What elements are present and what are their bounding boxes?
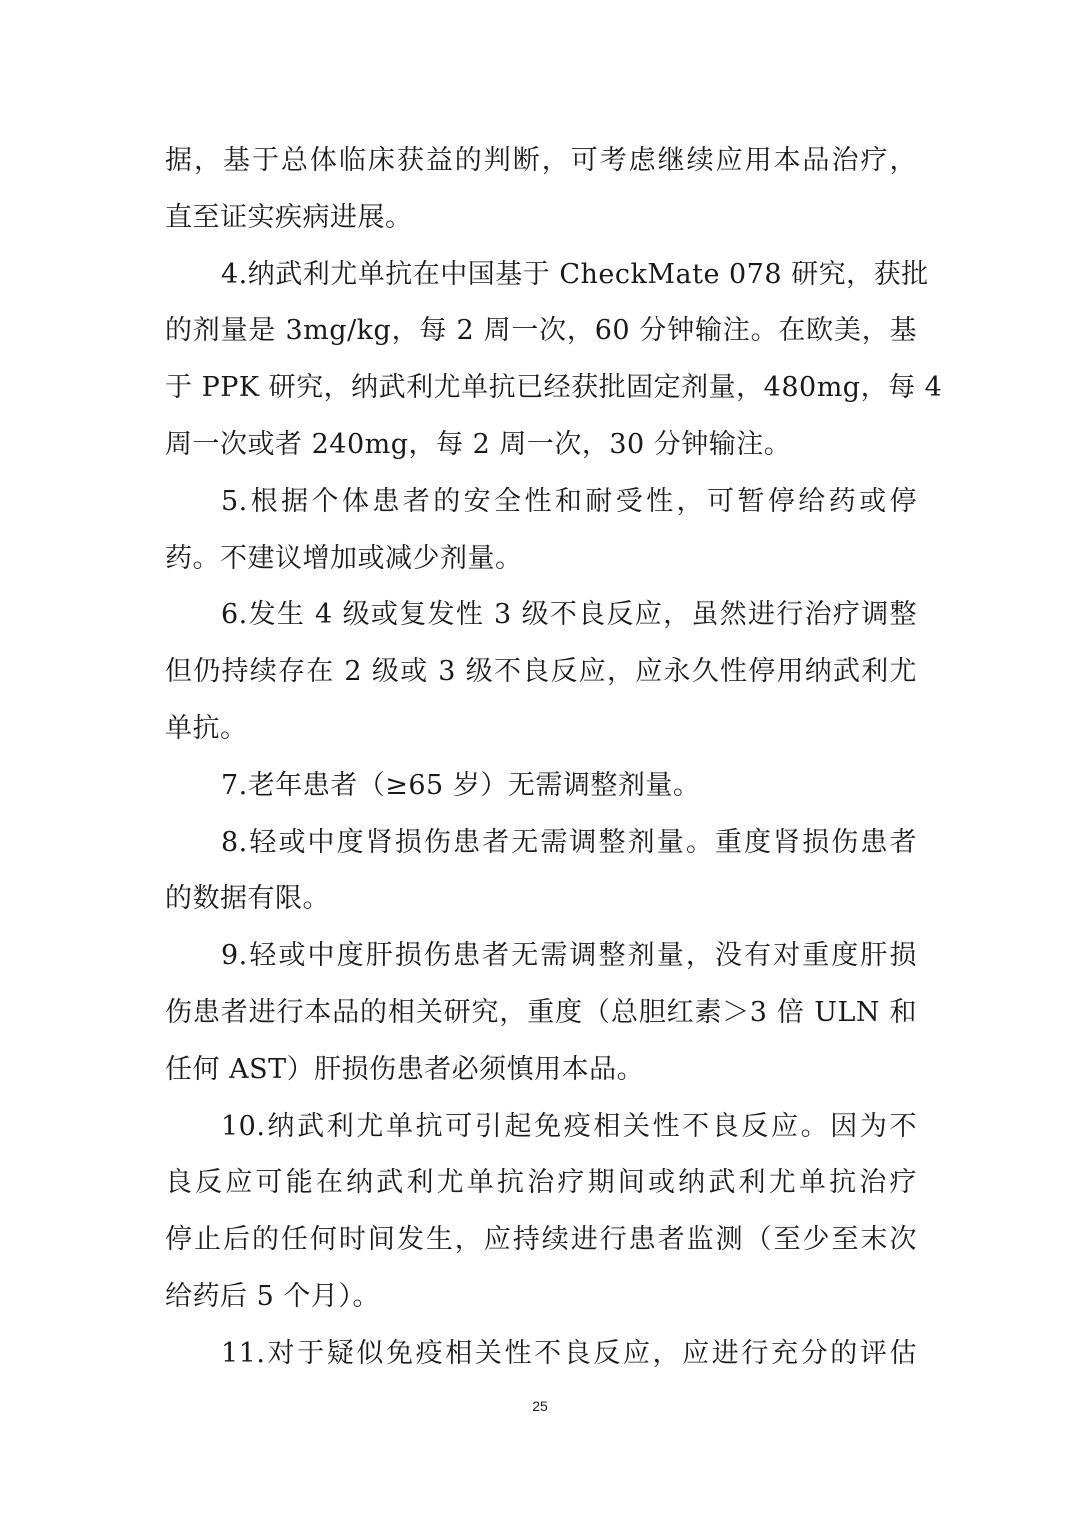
text-line: 伤患者进行本品的相关研究，重度（总胆红素＞3 倍 ULN 和 xyxy=(165,996,917,1028)
document-body xyxy=(165,133,943,1383)
text-line: 药。不建议增加或减少剂量。 xyxy=(165,542,523,574)
text-line: 单抗。 xyxy=(165,712,248,744)
text-line: 的数据有限。 xyxy=(165,883,330,915)
paragraph-7-line: 7.老年患者（≥65 岁）无需调整剂量。 xyxy=(221,769,701,801)
page-number: 25 xyxy=(532,1398,548,1414)
text-line: 给药后 5 个月）。 xyxy=(165,1280,380,1312)
text-line: 直至证实疾病进展。 xyxy=(165,201,413,233)
paragraph-9-line: 9.轻或中度肝损伤患者无需调整剂量，没有对重度肝损 xyxy=(221,940,917,972)
text-line: 的剂量是 3mg/kg，每 2 周一次，60 分钟输注。在欧美，基 xyxy=(165,315,917,347)
paragraph-5-line: 5.根据个体患者的安全性和耐受性，可暂停给药或停 xyxy=(221,485,917,517)
paragraph-11-line: 11.对于疑似免疫相关性不良反应，应进行充分的评估 xyxy=(221,1337,917,1369)
paragraph-10-line: 10.纳武利尤单抗可引起免疫相关性不良反应。因为不 xyxy=(221,1110,917,1142)
paragraph-6-line: 6.发生 4 级或复发性 3 级不良反应，虽然进行治疗调整 xyxy=(221,599,917,631)
text-line: 据，基于总体临床获益的判断，可考虑继续应用本品治疗， xyxy=(165,145,917,176)
text-line: 但仍持续存在 2 级或 3 级不良反应，应永久性停用纳武利尤 xyxy=(165,656,917,688)
text-line: 任何 AST）肝损伤患者必须慎用本品。 xyxy=(165,1053,645,1085)
paragraph-8-line: 8.轻或中度肾损伤患者无需调整剂量。重度肾损伤患者 xyxy=(221,826,917,858)
text-line: 停止后的任何时间发生，应持续进行患者监测（至少至末次 xyxy=(165,1224,917,1256)
text-line: 周一次或者 240mg，每 2 周一次，30 分钟输注。 xyxy=(165,428,792,460)
paragraph-4-line: 4.纳武利尤单抗在中国基于 CheckMate 078 研究，获批 xyxy=(221,258,929,290)
text-line: 于 PPK 研究，纳武利尤单抗已经获批固定剂量，480mg，每 4 xyxy=(165,372,943,404)
text-line: 良反应可能在纳武利尤单抗治疗期间或纳武利尤单抗治疗 xyxy=(165,1167,917,1199)
